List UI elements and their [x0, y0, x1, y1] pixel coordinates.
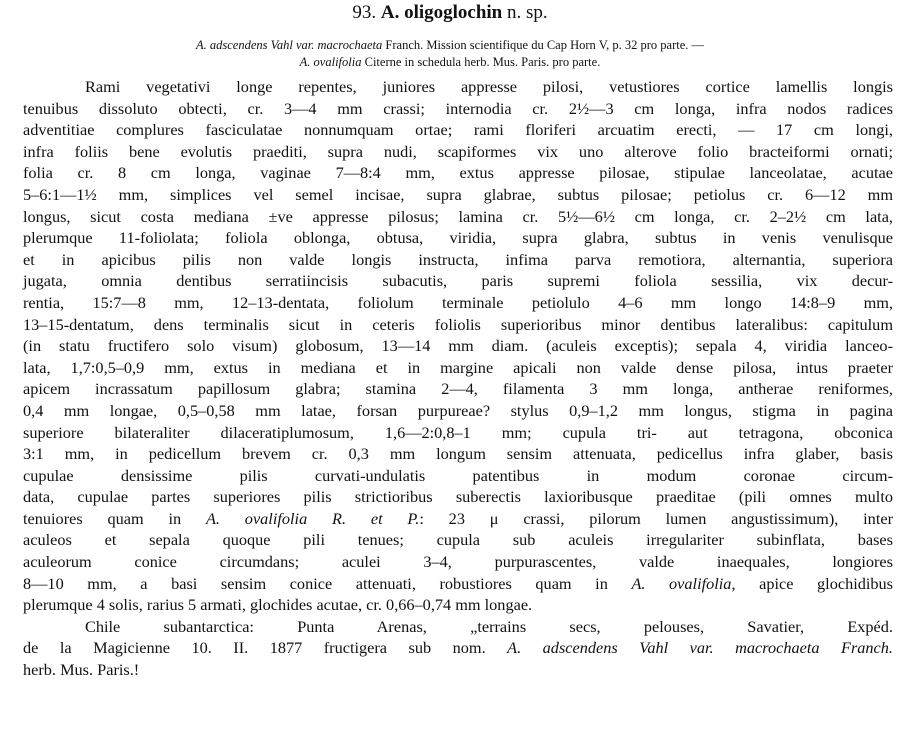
text-line: [23, 486, 893, 508]
text-line: [23, 508, 893, 530]
species-status: n. sp.: [507, 2, 548, 23]
text-line: [23, 119, 893, 141]
text-line: [23, 378, 893, 400]
text-segment: 5–6:1—1½ mm, simplices vel semel incisae, supra glabrae, subtus pilosae; petiolus cr. 6—12 mm: [23, 184, 893, 204]
text-line: [23, 184, 893, 206]
synonym-line: [0, 55, 900, 70]
text-segment: cupulae densissime pilis curvati-undulatis patentibus in modum coronae circum-: [23, 465, 893, 485]
text-segment: de la Magicienne 10. II. 1877 fructigera sub nom.: [23, 638, 508, 658]
text-segment: rentia, 15:7—8 mm, 12–13-dentata, foliolum terminale petiolulo 4–6 mm longo 14:8–9 mm,: [23, 292, 893, 312]
taxon-name: A. ovalifolia: [631, 573, 732, 593]
text-segment: lata, 1,7:0,5–0,9 mm, extus in mediana et in margine apicali non valde dense pilosa, intus praeter: [23, 357, 893, 377]
text-segment: Franch. Mission scientifique du Cap Horn V, p. 32 pro parte. —: [382, 38, 705, 52]
text-line: [23, 162, 893, 184]
text-segment: aculeorum conice circumdans; aculei 3–4, purpurascentes, valde inaequales, longiores: [23, 552, 893, 572]
text-segment: , apice glochidibus: [731, 573, 894, 593]
text-segment: apicem incrassatum papillosum glabra; stamina 2—4, filamenta 3 mm longa, antherae reniformes,: [23, 379, 893, 399]
text-segment: infra foliis bene evolutis praediti, supra nudi, scapiformes vix uno alterove folio bracteiformi ornati;: [23, 141, 893, 161]
text-segment: : 23 μ crassi, pilorum lumen angustissimum), inter: [419, 508, 893, 528]
species-name: A. oligoglochin: [380, 2, 503, 23]
text-segment: (in statu fructifero solo visum) globosum, 13—14 mm diam. (aculeis exceptis); sepala 4, viridia lanceo-: [23, 336, 893, 356]
text-line: [23, 98, 893, 120]
text-line: [23, 659, 893, 681]
taxon-name: A. ovalifolia: [299, 55, 362, 69]
text-line: [23, 314, 893, 336]
text-segment: tenuibus dissoluto obtecti, cr. 3—4 mm crassi; internodia cr. 2½—3 cm longa, infra nodos radices: [23, 98, 893, 118]
text-segment: 8—10 mm, a basi sensim conice attenuati, robustiores quam in: [23, 573, 632, 593]
text-line: [23, 227, 893, 249]
text-line: [23, 551, 893, 573]
text-segment: jugata, omnia dentibus serratiincisis subacutis, paris supremi foliola sessilia, vix decur-: [23, 271, 893, 291]
text-line: [23, 465, 893, 487]
taxon-name: A. adscendens Vahl var. macrochaeta: [195, 38, 383, 52]
text-line: [23, 270, 893, 292]
text-segment: adventitiae complures fasciculatae nonnumquam ortae; rami floriferi arcuatim erecti, — 17 cm longi,: [23, 120, 893, 140]
text-line: [23, 76, 893, 98]
text-line: [23, 637, 893, 659]
text-segment: data, cupulae partes superiores pilis strictioribus suberectis laxioribusque praeditae (pili omnes multo: [23, 487, 893, 507]
species-number: 93.: [352, 2, 377, 23]
text-segment: 13–15-dentatum, dens terminalis sicut in ceteris foliolis superioribus minor dentibus lateralibus: capitulum: [23, 314, 893, 334]
text-line: [23, 400, 893, 422]
text-segment: tenuiores quam in: [23, 508, 206, 528]
text-segment: 0,4 mm longae, 0,5–0,58 mm latae, forsan purpureae? stylus 0,9–1,2 mm longus, stigma in pagina: [23, 400, 893, 420]
text-line: [23, 422, 893, 444]
text-segment: herb. Mus. Paris.!: [23, 660, 140, 680]
text-line: [23, 206, 893, 228]
text-segment: aculeos et sepala quoque pili tenues; cupula sub aculeis irregulariter subinflata, bases: [23, 530, 893, 550]
text-segment: et in apicibus pilis non valde longis instructa, infima parva remotiora, alternantia, superiora: [23, 249, 893, 269]
taxon-name: A. ovalifolia R. et P.: [205, 508, 420, 528]
text-segment: plerumque 4 solis, rarius 5 armati, glochides acutae, cr. 0,66–0,74 mm longae.: [23, 595, 533, 615]
text-segment: plerumque 11-foliolata; foliola oblonga, obtusa, viridia, supra glabra, subtus in venis venulisque: [23, 228, 893, 248]
description-body: [23, 76, 893, 681]
text-segment: 3:1 mm, in pedicellum brevem cr. 0,3 mm longum sensim attenuata, pedicellus infra glaber, basis: [23, 444, 893, 464]
text-line: [23, 443, 893, 465]
text-line: [23, 573, 893, 595]
text-segment: Rami vegetativi longe repentes, juniores appresse pilosi, vetustiores cortice lamellis longis: [85, 77, 893, 96]
text-segment: longus, sicut costa mediana ±ve appresse pilosus; lamina cr. 5½—6½ cm longa, cr. 2–2½ cm lata,: [23, 206, 893, 226]
text-line: [23, 357, 893, 379]
text-line: [23, 292, 893, 314]
text-line: [23, 141, 893, 163]
species-heading: [0, 2, 900, 24]
text-line: [23, 249, 893, 271]
text-segment: folia cr. 8 cm longa, vaginae 7—8:4 mm, extus appresse pilosae, stipulae lanceolatae, acutae: [23, 163, 893, 183]
text-line: [23, 616, 893, 638]
text-segment: superiore bilateraliter dilaceratiplumosum, 1,6—2:0,8–1 mm; cupula tri- aut tetragona, obconica: [23, 422, 893, 442]
text-segment: Citerne in schedula herb. Mus. Paris. pro parte.: [361, 55, 601, 69]
text-segment: Chile subantarctica: Punta Arenas, „terrains secs, pelouses, Savatier, Expéd.: [85, 616, 893, 636]
text-line: [23, 335, 893, 357]
taxon-name: A. adscendens Vahl var. macrochaeta Franch.: [507, 638, 893, 658]
text-line: [23, 594, 893, 616]
synonym-line: [0, 38, 900, 53]
text-line: [23, 529, 893, 551]
